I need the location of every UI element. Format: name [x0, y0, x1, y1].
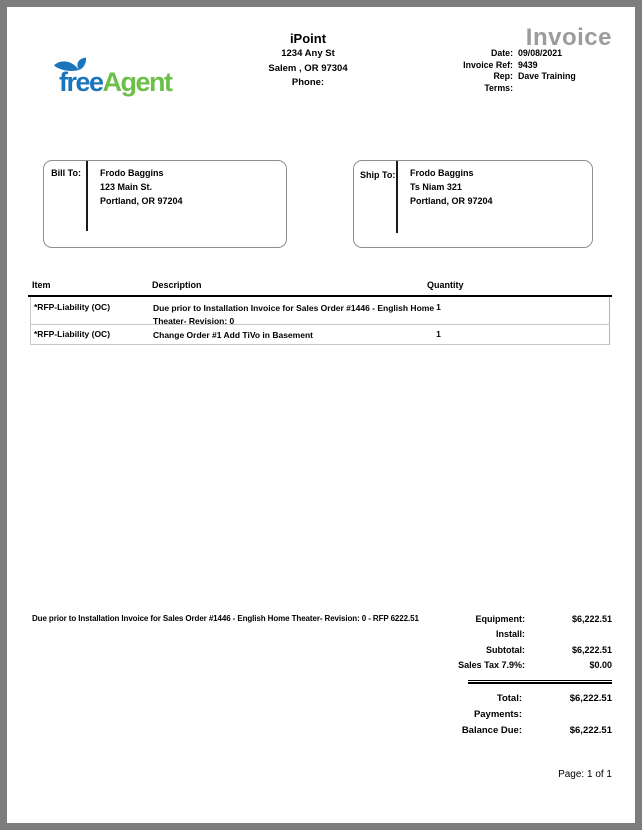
equipment-value: $6,222.51: [571, 614, 612, 624]
ship-to-label: Ship To:: [360, 170, 396, 180]
ship-to-box: [353, 160, 593, 248]
page-number: Page: 1 of 1: [558, 769, 612, 780]
column-header-quantity: Quantity: [427, 280, 464, 290]
summary-row-equipment: [320, 612, 612, 627]
bill-to-line: 123 Main St.: [100, 181, 153, 192]
install-value: [525, 627, 612, 642]
company-name: iPoint: [289, 31, 327, 46]
date-value: 09/08/2021: [518, 48, 563, 58]
invoice-meta-block: [426, 48, 616, 94]
ship-to-address: [410, 167, 493, 208]
meta-row-terms: [426, 83, 616, 95]
grand-totals: [320, 691, 612, 740]
total-value: $6,222.51: [569, 692, 612, 704]
payments-label: Payments:: [473, 708, 522, 720]
bill-to-box: [43, 160, 287, 248]
balance-due-label: Balance Due:: [461, 725, 522, 737]
ship-to-line: Ts Niam 321: [410, 181, 462, 192]
logo-text-free: free: [59, 67, 103, 97]
column-header-item: Item: [32, 280, 51, 290]
summary-row-install: [320, 627, 612, 642]
summary-row-sales-tax: [320, 658, 612, 673]
company-phone: Phone:: [291, 77, 325, 89]
bill-to-divider: [86, 161, 88, 231]
rep-value: Dave Training: [518, 71, 576, 82]
table-row: [30, 297, 610, 325]
ship-to-line: Portland, OR 97204: [410, 195, 493, 206]
payments-value: [522, 707, 612, 723]
bill-to-line: Frodo Baggins: [100, 168, 164, 178]
summary-row-balance-due: [320, 723, 612, 739]
logo-text-agent: Agent: [102, 67, 172, 97]
subtotal-value: $6,222.51: [571, 644, 612, 655]
sales-tax-label: Sales Tax 7.9%:: [458, 660, 525, 671]
total-label: Total:: [496, 692, 522, 704]
balance-due-value: $6,222.51: [569, 725, 612, 737]
date-label: Date:: [491, 48, 513, 58]
invoice-ref-label: Invoice Ref:: [463, 59, 513, 70]
summary-row-subtotal: [320, 643, 612, 658]
quantity-cell: 1: [436, 329, 441, 339]
invoice-ref-value: 9439: [518, 59, 538, 70]
subtotal-label: Subtotal:: [486, 644, 525, 655]
terms-value: [518, 83, 616, 95]
quantity-cell: 1: [436, 302, 441, 312]
company-address-line2: Salem , OR 97304: [268, 62, 348, 74]
meta-row-rep: [426, 71, 616, 83]
ship-to-divider: [396, 161, 398, 233]
summary-note: Due prior to Installation Invoice for Sales Order #1446 - English Home Theater- Revision: 0 - RFP 6222.51: [32, 614, 419, 623]
terms-label: Terms:: [484, 82, 513, 93]
description-cell: Change Order #1 Add TiVo in Basement: [153, 330, 313, 340]
totals-separator-rule: [468, 680, 612, 684]
summary-row-total: [320, 691, 612, 707]
company-address-line1: 1234 Any St: [281, 48, 335, 59]
company-block: [158, 31, 458, 91]
logo-text: [59, 67, 173, 97]
meta-row-date: [426, 48, 616, 60]
ship-to-line: Frodo Baggins: [410, 168, 474, 178]
column-header-description: Description: [152, 280, 202, 290]
meta-row-invoice-ref: [426, 60, 616, 72]
bill-to-label: Bill To:: [51, 168, 81, 178]
bill-to-line: Portland, OR 97204: [100, 195, 183, 206]
invoice-title: Invoice: [525, 24, 612, 51]
description-cell: Due prior to Installation Invoice for Sales Order #1446 - English Home Theater- Revision: 0: [153, 303, 435, 326]
totals-block: [320, 612, 612, 739]
table-row: [30, 325, 610, 345]
install-label: Install:: [495, 629, 525, 640]
equipment-label: Equipment:: [475, 614, 525, 624]
rep-label: Rep:: [493, 71, 513, 82]
bill-to-address: [100, 167, 183, 208]
item-cell: *RFP-Liability (OC): [34, 302, 111, 312]
summary-row-payments: [320, 707, 612, 723]
sales-tax-value: $0.00: [589, 660, 612, 671]
item-cell: *RFP-Liability (OC): [34, 329, 111, 339]
